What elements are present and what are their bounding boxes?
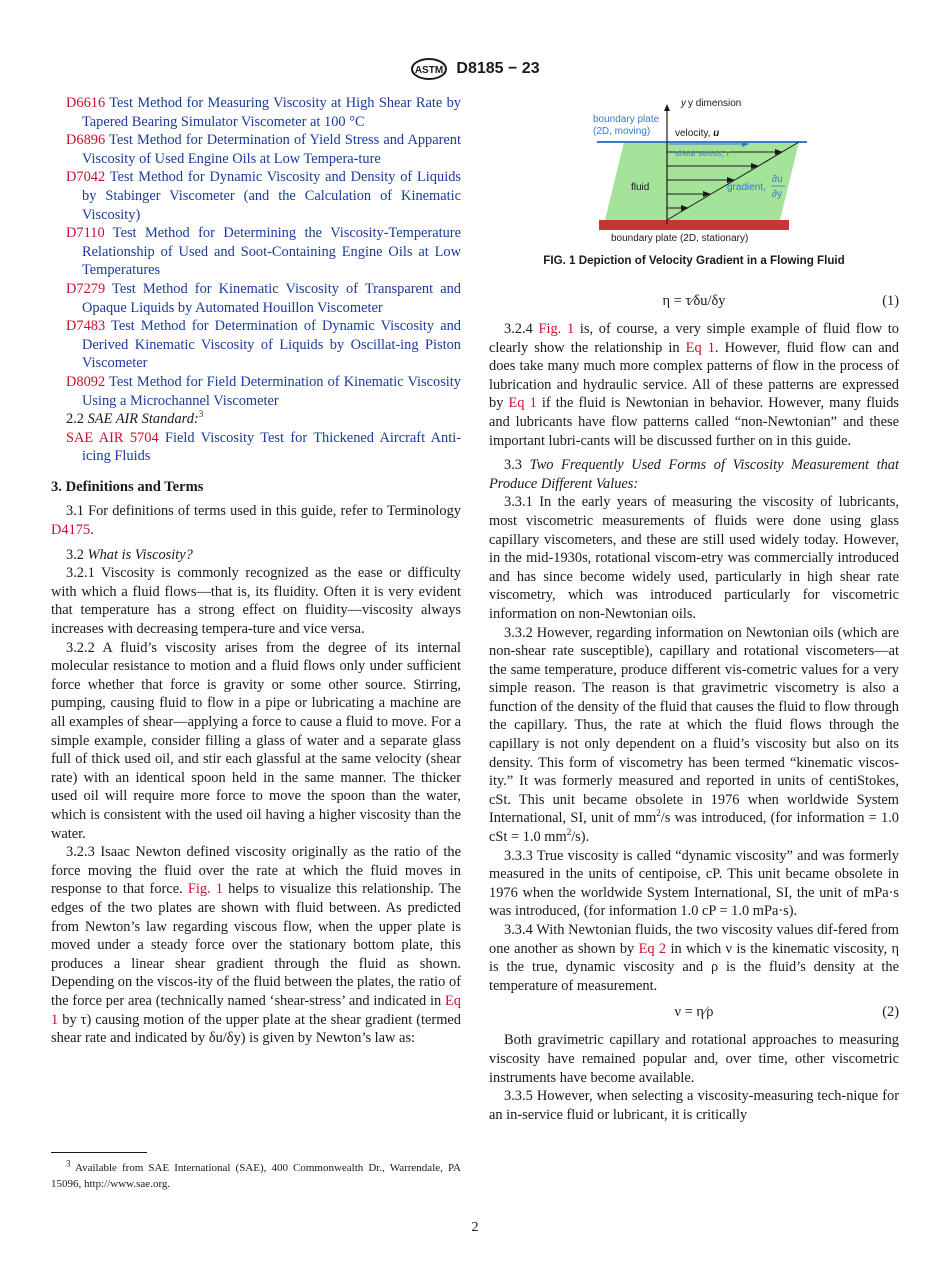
reference-item[interactable]: D7279 Test Method for Kinematic Viscosity of Transparent and Opaque Liquids by Automated Houillon Viscometer [66,280,461,316]
y-axis-arrow-icon [664,104,670,111]
reference-item[interactable]: D6616 Test Method for Measuring Viscosity at High Shear Rate by Tapered Bearing Simulator Viscometer at 100 °C [66,95,461,130]
paragraph-3-3-5: 3.3.5 However, when selecting a viscosity-measuring tech-nique for an in-service fluid or lubricant, it is critically [489,1088,899,1123]
paragraph-3-2-2: 3.2.2 A fluid’s viscosity arises from the degree of its internal molecular resistance to motion and a fluid flows only under sufficient force whether that force is gravity or some other source. Stirring, pumping, causing fluid to flow in a pipe or lubricating a machine are all examples of shear—applying a force to cause a fluid to move. For a simple example, consider filling a glass of water and a separate glass full of thick used oil, and stir each glassful at the same velocity (shear rate) with an identical spoon held in the same manner. The thicker used oil will require more force to move the spoon than the water, which is consistent with the used oil having a higher viscosity than the water. [51,639,461,842]
eq-2-link[interactable]: Eq 2 [638,940,667,957]
equation-1: η = τ⁄δu/δy (1) [662,293,899,309]
left-column [51,94,461,1048]
subsection-heading: 3.3 Two Frequently Used Forms of Viscosity Measurement that Produce Different Values: [489,457,899,492]
astm-logo-icon [410,58,448,80]
paragraph-3-3-3: 3.3.3 True viscosity is called “dynamic viscosity” and was formerly measured in the units of centipoise, cP. This unit became obsolete in 1976 when the worldwide System International, SI, the unit of mPa·s was introduced, (for information 1.0 cP = 1.0 mPa·s). [489,847,899,920]
eq-1-link[interactable]: Eq 1 [508,395,537,412]
page-header [0,58,950,82]
paragraph-3-2-3: 3.2.3 Isaac Newton defined viscosity originally as the ratio of the force moving the fluid over the rate at which the fluid moves in response to that force. Fig. 1 helps to visualize this relationship. The edges of the two plates are shown with fluid between. As predicted from Newton’s law regarding viscous flow, when the upper plate is moved under a steady force over the stationary bottom plate, this produces a linear shear gradient through the fluid as shown. Depending on the viscos-ity of the fluid between the plates, the ratio of the force per area (technically named ‘shear-stress’ and indicated in Eq 1 by τ) causing motion of the upper plate at the shear gradient (termed shear rate and indicated by δu/δy) is given by Newton’s law as: [51,844,462,1047]
y-dimension-label: y y dimension [681,98,742,109]
footnote-marker: 3 [198,409,204,420]
svg-text:ASTM: ASTM [415,65,444,76]
boundary-top-sublabel: (2D, moving) [593,126,651,137]
velocity-gradient-diagram [489,94,899,244]
reference-item[interactable]: D8092 Test Method for Field Determination of Kinematic Viscosity Using a Microchannel Viscometer [66,373,461,409]
boundary-bottom-label: boundary plate (2D, stationary) [611,233,749,244]
right-column [489,94,899,1124]
stationary-plate [599,220,789,230]
velocity-label: velocity, u [675,128,720,139]
paragraph-3-1: 3.1 For definitions of terms used in this guide, refer to Terminology D4175. [51,503,461,539]
reference-list [51,94,461,410]
paragraph-both: Both gravimetric capillary and rotational approaches to measuring viscosity have remained popular and, over time, other viscometric instruments have become available. [489,1032,899,1086]
terminology-link[interactable]: D4175 [51,522,91,539]
footnote-divider [51,1152,147,1153]
eq-1-link[interactable]: Eq 1 [685,339,715,356]
figure-1 [489,94,899,284]
section-heading: 3. Definitions and Terms [51,478,204,495]
reference-item[interactable]: D6896 Test Method for Determination of Yield Stress and Apparent Viscosity of Used Engine Oils at Low Tempera-ture [66,132,461,167]
paragraph-3-3-1: 3.3.1 In the early years of measuring the viscosity of lubricants, most viscometric measurements of fluids were done using glass capillary viscometers, and these are still used widely today. However, in the mid-1930s, rotational viscom-etry was commercially introduced and has since become widely used, particularly in high shear rate viscometry, which was introduced particularly for viscometric information on non-Newtonian oils. [489,494,899,622]
paragraph-3-2-4: 3.2.4 Fig. 1 is, of course, a very simple example of fluid flow to clearly show the relationship in Eq 1. However, fluid flow can and does take many much more complex patterns of flow in the process of lubrication and hydraulic service. All of these patterns are expressed by Eq 1 if the fluid is Newtonian in behavior. However, many fluids and lubricants have flow patterns called “non-Newtonian” and these important lubri-cants will be discussed further on in this guide. [489,321,899,449]
reference-item[interactable]: D7042 Test Method for Dynamic Viscosity and Density of Liquids by Stabinger Viscometer (and the Calculation of Kinematic Viscosity) [66,169,461,223]
shear-stress-label: shear stress, τ [675,148,730,158]
footnote: $^3$ Available from SAE International (SAE), 400 Commonwealth Dr., Warrendale, PA 15096, http://www.sae.org. [51,1158,461,1190]
document-id: D8185 − 23 [456,60,540,77]
reference-item[interactable]: D7483 Test Method for Determination of Dynamic Viscosity and Derived Kinematic Viscosity of Liquids by Oscillat-ing Piston Viscometer [66,318,461,372]
equation-2: ν = η⁄ρ (2) [674,1004,899,1021]
paragraph-3-3-4: 3.3.4 With Newtonian fluids, the two viscosity values dif-fered from one another as shown by Eq 2 in which ν is the kinematic viscosity, η is the true, dynamic viscosity and ρ is the fluid’s density at the temperature of measurement. [489,922,899,994]
paragraph-3-3-2: 3.3.2 However, regarding information on Newtonian oils (which are non-shear rate susceptible), capillary and rotational viscometers—at the same temperature, produce different vis-cometric values for a very simple reason. The reason is that gravimetric viscometry is also a function of the density of the fluid that causes the fluid to flow through the capillary. Thus, the rate at which the fluid flows through the capillary is not only dependent on a fluid’s viscosity but also on its density. This form of viscometry has been termed “kinematic viscos-ity.” It was formerly measured and reported in units of centiStokes, cSt. This unit became obsolete in 1976 when worldwide System International, SI, unit of $mm^2/s$ was introduced, (for information = 1.0 cSt = 1.0 $mm^2/s$). [489,624,899,846]
fluid-label: fluid [631,182,650,193]
fig-1-link[interactable]: Fig. 1 [538,321,575,337]
gradient-label: gradient, [727,182,766,193]
boundary-top-label: boundary plate [593,114,660,125]
gradient-numerator: ∂u [772,174,783,185]
eq-1-link[interactable]: Eq 1 [51,992,461,1028]
figure-caption: FIG. 1 Depiction of Velocity Gradient in a Flowing Fluid [543,253,845,267]
page-number: 2 [471,1220,479,1235]
reference-item[interactable]: D7110 Test Method for Determining the Viscosity-Temperature Relationship of Used and Soot-Containing Engine Oils at Low Temperatures [66,225,461,279]
sae-heading: 2.2 SAE AIR Standard:$^3$ [66,409,204,428]
fig-1-link[interactable]: Fig. 1 [187,881,223,898]
gradient-denominator: ∂y [772,189,782,200]
paragraph-3-2-1: 3.2.1 Viscosity is commonly recognized as the ease or difficulty with which a fluid flows—that is, its fluidity. Often it is very evident that temperature has a strong effect on fluidity—viscosity always increases with decreasing tempera-ture and vice versa. [51,565,461,638]
reference-item-sae[interactable]: SAE AIR 5704 Field Viscosity Test for Thickened Aircraft Anti-icing Fluids [66,429,461,465]
subsection-heading: 3.2 What is Viscosity? [66,546,193,563]
